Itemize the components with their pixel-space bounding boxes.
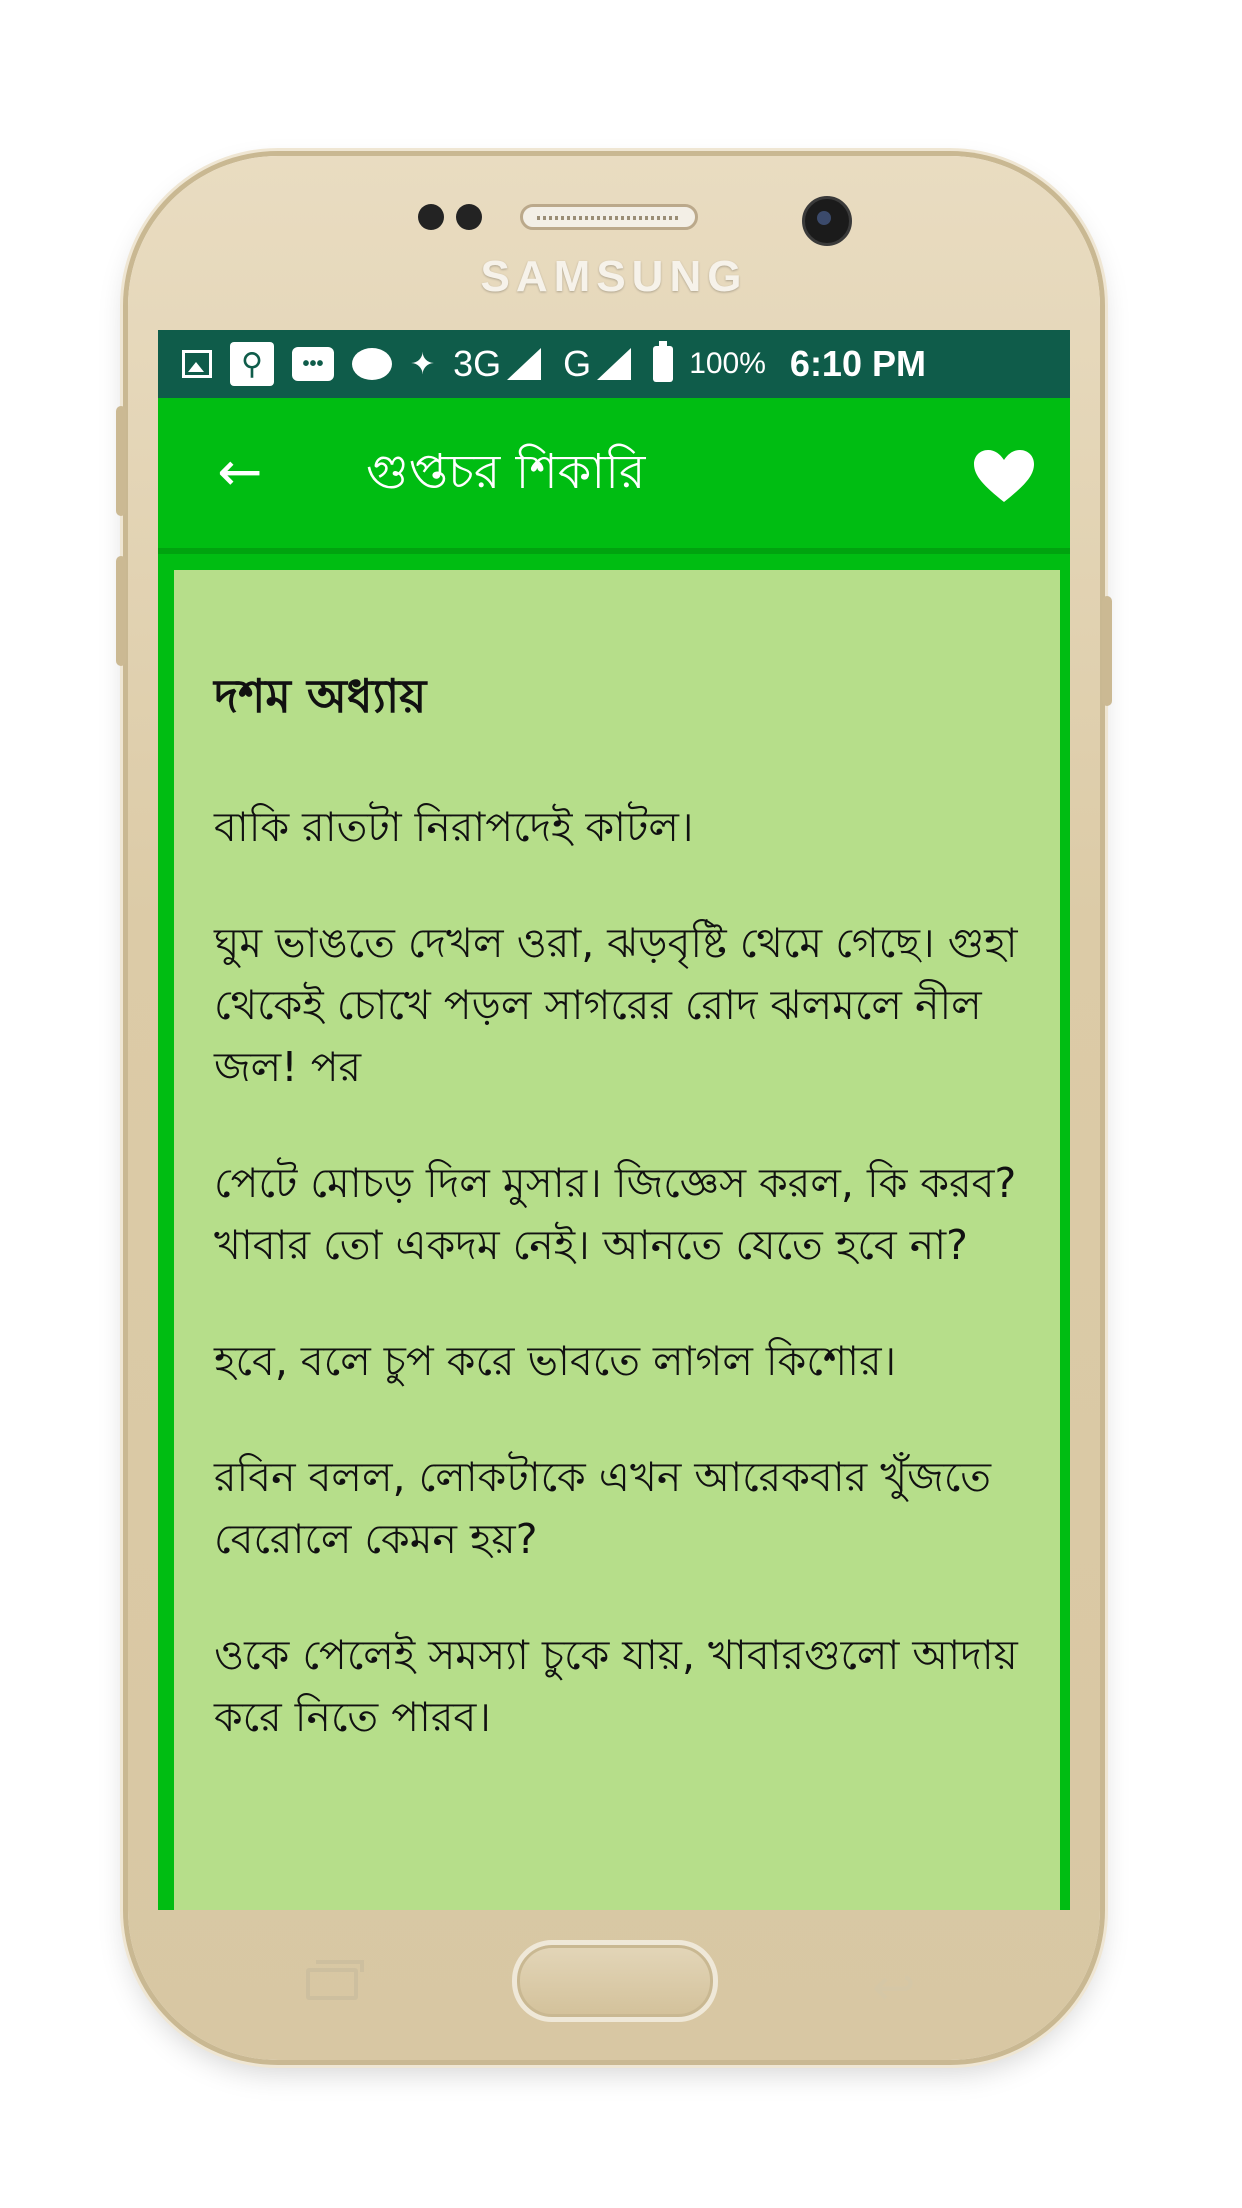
- signal-strength-icon: [597, 348, 631, 380]
- story-content-card[interactable]: [174, 570, 1060, 1910]
- recent-apps-key[interactable]: [306, 1968, 358, 2000]
- power-key[interactable]: [1102, 596, 1112, 706]
- battery-icon: [653, 346, 673, 382]
- clock: 6:10 PM: [789, 343, 926, 384]
- paragraph: ঘুম ভাঙতে দেখল ওরা, ঝড়বৃষ্টি থেমে গেছে। গুহা থেকেই চোখে পড়ল সাগরের রোদ ঝলমলে নীল জল! পর: [214, 919, 1018, 1091]
- chapter-title: দশম অধ্যায়: [214, 669, 427, 723]
- volume-down-key[interactable]: [116, 556, 126, 666]
- device-brand: SAMSUNG: [480, 252, 748, 301]
- home-button[interactable]: [512, 1940, 718, 2022]
- app-bar: [158, 398, 1070, 554]
- signal-strength-icon: [507, 348, 541, 380]
- chat-notification-icon: [352, 348, 392, 380]
- image-notification-icon: [182, 350, 212, 378]
- arrow-back-icon[interactable]: ←: [217, 440, 263, 503]
- paragraph: রবিন বলল, লোকটাকে এখন আরেকবার খুঁজতে বেরোলে কেমন হয়?: [214, 1453, 992, 1563]
- paragraph: ওকে পেলেই সমস্যা চুকে যায়, খাবারগুলো আদায় করে নিতে পারব।: [214, 1631, 1018, 1741]
- battery-percentage: 100%: [689, 347, 766, 380]
- front-sensors: [418, 204, 482, 230]
- paragraph: বাকি রাতটা নিরাপদেই কাটল।: [214, 803, 694, 851]
- screen: [158, 330, 1070, 1910]
- status-bar: [158, 330, 1070, 398]
- volume-up-key[interactable]: [116, 406, 126, 516]
- heart-icon[interactable]: [972, 448, 1036, 504]
- message-notification-icon: •••: [292, 347, 334, 381]
- front-camera: [802, 196, 852, 246]
- back-key-icon[interactable]: ↩: [872, 1958, 916, 2018]
- earpiece-speaker: [520, 204, 698, 230]
- phone-frame: [128, 156, 1100, 2060]
- android-debug-icon: ✦: [410, 347, 436, 381]
- usb-icon: ⚲: [230, 342, 274, 386]
- paragraph: হবে, বলে চুপ করে ভাবতে লাগল কিশোর।: [214, 1337, 897, 1385]
- network-3g-label: 3G: [453, 343, 502, 384]
- network-g-label: G: [563, 343, 592, 384]
- story-text: [214, 666, 1040, 1802]
- paragraph: পেটে মোচড় দিল মুসার। জিজ্ঞেস করল, কি করব? খাবার তো একদম নেই। আনতে যেতে হবে না?: [214, 1159, 1017, 1269]
- page-title: গুপ্তচর শিকারি: [366, 444, 646, 500]
